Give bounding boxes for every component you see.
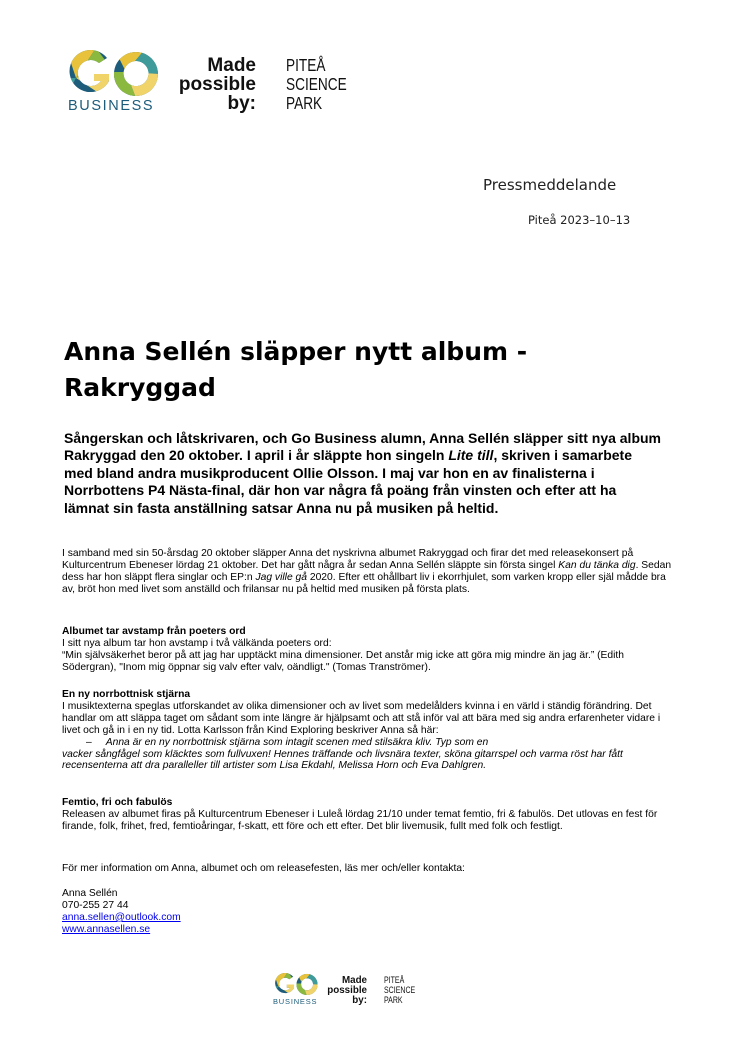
footer-go-logo-wordmark: BUSINESS — [273, 997, 318, 1006]
partner-line-2: SCIENCE — [286, 74, 347, 94]
footer-made-possible-by-logo — [327, 975, 416, 1010]
contact-block — [62, 888, 674, 936]
review-quote-rest: vacker sångfågel som kläcktes som fullvuxen! Hennes träffande och livsnära texter, sköna gitarrspel och varma röst har fått recensenterna att dra paralleller till artister som Lisa Ekdahl, Melissa Horn och Eva Dahlgren. — [62, 748, 623, 772]
section-release-text: Releasen av albumet firas på Kulturcentrum Ebeneser i Luleå lördag 21/10 under temat femtio, fri & fabulös. Det utlovas en fest för firande, folk, frihet, fred, femtioåringar, f-skatt, ett före och ett efter. Det blir livemusik, fullt med folk och festligt. — [62, 808, 658, 832]
pitea-science-park-text — [286, 56, 347, 113]
quote-first-text: Anna är en ny norrbottnisk stjärna som intagit scenen med stilsäkra kliv. Typ som en — [105, 736, 489, 748]
section-album-text: I sitt nya album tar hon avstamp i två välkända poeters ord: — [62, 637, 332, 649]
more-info: För mer information om Anna, albumet och om releasefesten, läs mer och/eller kontakta: — [62, 863, 465, 874]
footer-pitea-science-park-text — [384, 976, 415, 1005]
lead-single-title: Lite till — [448, 447, 494, 464]
contact-phone: 070-255 27 44 — [62, 899, 129, 911]
made-possible-by-text — [179, 56, 256, 113]
section-album-quotes: “Min självsäkerhet beror på att jag har upptäckt mina dimensioner. Det anstår mig icke att göra mig mindre än jag är.” (Edith Södergran), "Inom mig öppnar sig valv efter valv, oändligt." (Tomas Tranströmer). — [62, 649, 625, 673]
section-heading-release: Femtio, fri och fabulös — [62, 797, 173, 808]
lead-text-1: Sångerskan och låtskrivaren, och Go Business alumn, Anna Sellén släpper sitt nya album Rakryggad den 20 oktober. I april i år släppte hon singeln — [64, 430, 662, 464]
footer-made-text: Made — [341, 975, 367, 986]
contact-email-link[interactable]: anna.sellen@outlook.com — [62, 911, 181, 923]
section-release — [62, 797, 674, 833]
made-possible-by-logo — [178, 55, 348, 122]
document-type: Pressmeddelande — [483, 176, 617, 194]
page-title: Anna Sellén släpper nytt album - Rakryggad — [64, 337, 528, 402]
footer-partner-line-2: SCIENCE — [384, 984, 416, 995]
footer-possible-text: possible — [327, 984, 367, 996]
section-star-text: I musiktexterna speglas utforskandet av olika dimensioner och av livet som medelålders kvinna i en värld i ständig förändring. Det handlar om att släppa taget om sådant som inte längre är hjälpsamt och att stå inför val att bära med sig andra erfarenheter vidare i livet och gå in i en ny tid. Lotta Karlsson från Kind Exploring beskriver Anna så här: — [62, 700, 661, 736]
intro-text-2: . Sedan dess har hon släppt flera singlar och EP:n — [62, 559, 672, 583]
intro-text-1: I samband med sin 50-årsdag 20 oktober släpper Anna det nyskrivna albumet Rakryggad och firar det med releasekonsert på Kulturcentrum Ebeneser lördag 21 oktober. Det har gått några år sedan Anna Sellén släppte sin första singel — [62, 548, 634, 571]
footer-made-possible-by-text — [327, 976, 367, 1005]
section-star — [62, 689, 674, 772]
review-quote-first-line — [62, 737, 674, 749]
possible-text: possible — [178, 74, 256, 95]
intro-paragraph — [62, 548, 674, 596]
contact-name: Anna Sellén — [62, 888, 118, 899]
partner-line-3: PARK — [286, 93, 323, 113]
go-logo-mark — [66, 48, 160, 98]
lead-paragraph — [64, 430, 664, 517]
intro-ep-title: Jag ville gå — [255, 571, 307, 583]
footer-partner-line-1: PITEÅ — [384, 975, 405, 985]
lead-text-2: , skriven i samarbete med bland andra musikproducent Ollie Olsson. I maj var hon en av finalisterna i Norrbottens P4 Nästa-final, där hon var några få poäng från vinsten och efter att ha lämnat sin fasta anställning satsar Anna nu på musiken på heltid. — [64, 447, 632, 516]
partner-line-1: PITEÅ — [286, 55, 326, 75]
go-business-logo — [66, 48, 160, 120]
made-text: Made — [207, 55, 256, 76]
by-text: by: — [227, 93, 256, 114]
go-logo-wordmark: BUSINESS — [68, 98, 155, 114]
intro-text-3: 2020. Efter ett ohållbart liv i ekorrhjulet, som varken kropp eller själ mådde bra av, bröt hon med livet som anställd och frilansar nu på heltid med musiken på första plats. — [62, 571, 666, 595]
intro-single-title: Kan du tänka dig — [558, 559, 636, 571]
section-album — [62, 626, 674, 674]
footer-go-business-logo — [272, 972, 320, 1008]
section-heading-star: En ny norrbottnisk stjärna — [62, 689, 191, 700]
document-date: Piteå 2023–10–13 — [528, 213, 631, 227]
footer-partner-line-3: PARK — [384, 994, 403, 1005]
section-heading-album: Albumet tar avstamp från poeters ord — [62, 626, 246, 637]
footer-go-logo-mark — [272, 972, 320, 996]
quote-dash: – — [86, 736, 92, 748]
contact-website-link[interactable]: www.annasellen.se — [62, 923, 151, 935]
footer-by-text: by: — [352, 994, 367, 1006]
